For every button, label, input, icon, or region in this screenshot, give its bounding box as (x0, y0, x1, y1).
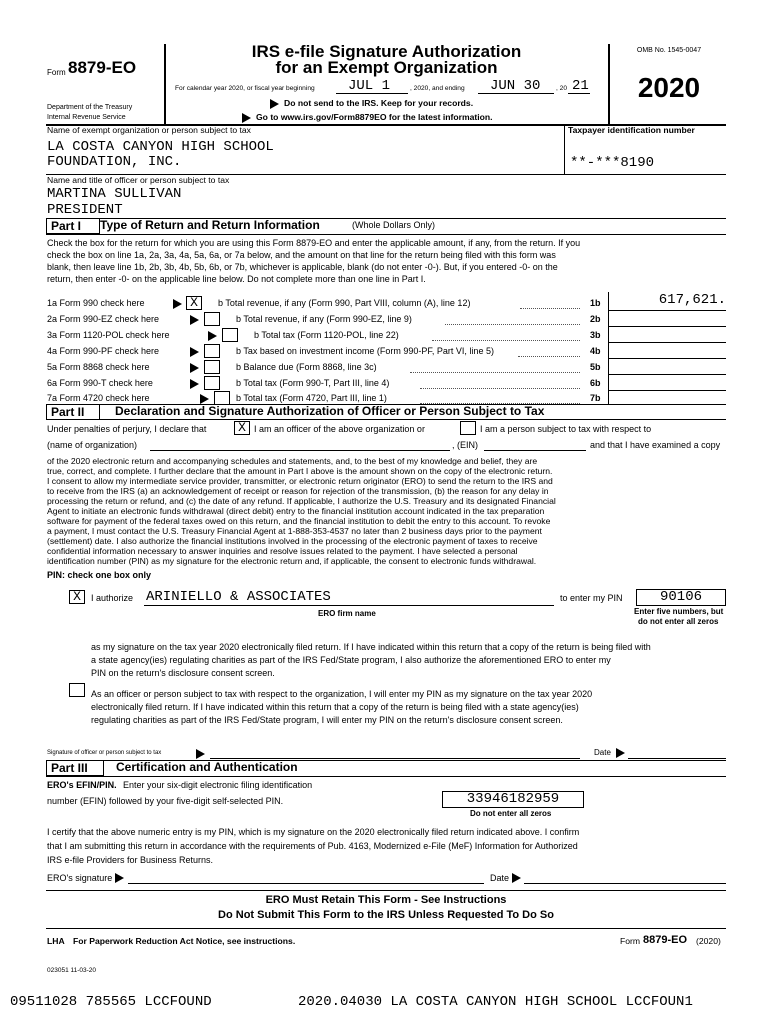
ero-date-label: Date (490, 873, 510, 883)
arrow-icon (270, 99, 279, 109)
ero-signature-line[interactable] (128, 883, 484, 884)
instruction-do-not-send: Do not send to the IRS. Keep for your records. (284, 98, 474, 108)
arrow-icon (242, 113, 251, 123)
paperwork-notice: For Paperwork Reduction Act Notice, see instructions. (73, 936, 296, 946)
line-3b-number: 3b (590, 330, 601, 340)
line-6b-label: b Total tax (Form 990-T, Part III, line 4) (236, 378, 390, 388)
auth-para-1: as my signature on the tax year 2020 electronically filed return. If I have indicated within this return that a copy of the return is being filed with (91, 642, 651, 652)
tin-value: **-***8190 (570, 155, 655, 171)
arrow-icon (115, 873, 124, 883)
pin-note-2: do not enter all zeros (638, 617, 719, 626)
part1-intro-3: blank, then leave line 1b, 2b, 3b, 4b, 5b, 6b, or 7b, whichever is applicable, blank (do not enter -0-). But, if you entered -0- on the (47, 262, 558, 272)
arrow-icon (190, 315, 199, 325)
footer-form-number: 8879-EO (643, 934, 688, 946)
perjury-post: I am a person subject to tax with respect to (480, 424, 652, 434)
pin-check-label: PIN: check one box only (47, 570, 152, 580)
efin-line2: number (EFIN) followed by your five-digit self-selected PIN. (47, 796, 284, 806)
org-name-line2: FOUNDATION, INC. (47, 154, 182, 170)
fiscal-begin: JUL 1 (348, 78, 391, 94)
calendar-year-text: For calendar year 2020, or fiscal year beginning (175, 85, 315, 92)
officer-date-line[interactable] (628, 758, 726, 759)
officer-label: Name and title of officer or person subject to tax (47, 175, 230, 185)
line-6a-label: 6a Form 990-T check here (47, 378, 153, 388)
self-para-3: regulating charities as part of the IRS Fed/State program, I will enter my PIN on the return's disclosure consent screen. (91, 715, 563, 725)
enter-pin-text: to enter my PIN (560, 593, 623, 603)
form-word: Form (47, 68, 66, 77)
officer-date-label: Date (594, 748, 611, 757)
part1-intro-1: Check the box for the return for which you are using this Form 8879-EO and enter the applicable amount, if any, from the return. If you (47, 238, 581, 248)
auth-para-2: a state agency(ies) regulating charities as part of the IRS Fed/State program, I also authorize the aforementioned ERO to enter my (91, 655, 611, 665)
line-2b-number: 2b (590, 314, 601, 324)
examined-text: and that I have examined a copy (590, 440, 721, 450)
part2-title: Declaration and Signature Authorization of Officer or Person Subject to Tax (115, 404, 545, 418)
year-prefix: , 20 (556, 85, 567, 92)
form-1120pol-checkbox[interactable] (222, 328, 238, 342)
part1-title-note: (Whole Dollars Only) (352, 220, 436, 230)
arrow-icon (190, 379, 199, 389)
ero-firm-name: ARINIELLO & ASSOCIATES (146, 589, 331, 605)
efin-pin-value[interactable]: 33946182959 (442, 791, 584, 808)
line-1b-label: b Total revenue, if any (Form 990, Part VIII, column (A), line 12) (218, 298, 471, 308)
line-4b-label: b Tax based on investment income (Form 990-PF, Part VI, line 5) (236, 346, 494, 356)
self-para-2: electronically filed return. If I have indicated within this return that a copy of the return is being filed with a state agency(ies) (91, 702, 579, 712)
certify-line-1: I certify that the above numeric entry is my PIN, which is my signature on the 2020 electronically filed return indicated above. I confirm (47, 827, 580, 837)
declaration-line: confidential information necessary to answer inquiries and resolve issues related to the payment. I have selected a personal (47, 546, 518, 556)
part1-intro-2: check the box on line 1a, 2a, 3a, 4a, 5a, 6a, or 7a below, and the amount on that line for the return being filed with this form was (47, 250, 556, 260)
form-8868-checkbox[interactable] (204, 360, 220, 374)
efin-line1: Enter your six-digit electronic filing identification (123, 780, 313, 790)
part3-title: Certification and Authentication (116, 760, 298, 774)
dept-line1: Department of the Treasury (47, 104, 133, 111)
pin-note-1: Enter five numbers, but (634, 607, 724, 616)
arrow-icon (512, 873, 521, 883)
auth-para-3: PIN on the return's disclosure consent screen. (91, 668, 275, 678)
person-subject-checkbox[interactable] (460, 421, 476, 435)
arrow-icon (616, 748, 625, 758)
bottom-tracking-left: 09511028 785565 LCCFOUND (10, 994, 212, 1010)
declaration-line: a payment, I must contact the U.S. Treasury Financial Agent at 1-888-353-4537 no later than 2 business days prior to the payment (47, 526, 542, 536)
line-7b-label: b Total tax (Form 4720, Part III, line 1) (236, 393, 387, 403)
form-title-line2: for an Exempt Organization (275, 58, 498, 77)
fiscal-end: JUN 30 (490, 78, 541, 94)
line-1b-number: 1b (590, 298, 601, 308)
line-5b-number: 5b (590, 362, 601, 372)
ero-signature-label: ERO's signature (47, 873, 113, 883)
ero-date-line[interactable] (524, 883, 726, 884)
authorize-text: I authorize (91, 593, 134, 603)
arrow-icon (196, 749, 205, 759)
line-4a-label: 4a Form 990-PF check here (47, 346, 160, 356)
declaration-line: (settlement) date. I also authorize the financial institutions involved in the processing of the electronic payment of taxes to receive (47, 536, 538, 546)
line-1a-label: 1a Form 990 check here (47, 298, 145, 308)
declaration-line: of the 2020 electronic return and accompanying schedules and statements, and, to the best of my knowledge and belief, they are (47, 456, 538, 466)
line-5b-label: b Balance due (Form 8868, line 3c) (236, 362, 377, 372)
omb-number: OMB No. 1545-0047 (636, 47, 702, 54)
part1-title: Type of Return and Return Information (100, 218, 320, 232)
line-6b-number: 6b (590, 378, 601, 388)
tax-year: 2020 (637, 72, 701, 103)
form-990-checkbox[interactable]: X (186, 296, 202, 310)
officer-name: MARTINA SULLIVAN (47, 186, 182, 202)
form-990ez-checkbox[interactable] (204, 312, 220, 326)
efin-bold-label: ERO's EFIN/PIN. (47, 780, 117, 790)
org-name-line1: LA COSTA CANYON HIGH SCHOOL (47, 139, 274, 155)
ero-firm-label: ERO firm name (318, 609, 376, 618)
line-7b-number: 7b (590, 393, 601, 403)
instruction-website: Go to www.irs.gov/Form8879EO for the latest information. (256, 112, 493, 122)
tin-label: Taxpayer identification number (568, 125, 695, 135)
lha-label: LHA (47, 936, 65, 946)
efin-note: Do not enter all zeros (470, 809, 552, 818)
line-7a-label: 7a Form 4720 check here (47, 393, 150, 403)
catalog-number: 023051 11-03-20 (47, 967, 97, 974)
form-990pf-checkbox[interactable] (204, 344, 220, 358)
taxpayer-pin[interactable]: 90106 (636, 589, 726, 606)
line-1b-amount: 617,621. (658, 292, 726, 308)
line-3b-label: b Total tax (Form 1120-POL, line 22) (254, 330, 399, 340)
self-para-1: As an officer or person subject to tax with respect to the organization, I will enter my PIN as my signature on the tax year 2020 (91, 689, 593, 699)
perjury-pre: Under penalties of perjury, I declare that (47, 424, 207, 434)
perjury-mid: I am an officer of the above organization or (254, 424, 425, 434)
officer-title: PRESIDENT (47, 202, 123, 218)
declaration-line: to receive from the IRS (a) an acknowledgement of receipt or reason for rejection of the transmission, (b) the reason for any delay in (47, 486, 549, 496)
footer-form-year: (2020) (696, 936, 721, 946)
arrow-icon (190, 363, 199, 373)
part1-intro-4: return, then enter -0- on the applicable line below. Do not complete more than one line in Part I. (47, 274, 426, 284)
line-2a-label: 2a Form 990-EZ check here (47, 314, 160, 324)
officer-signature-label: Signature of officer or person subject to tax (47, 750, 162, 756)
declaration-line: Agent to initiate an electronic funds withdrawal (direct debit) entry to the financial institution account indicated in the tax preparation (47, 506, 545, 516)
org-name-label: Name of exempt organization or person subject to tax (47, 125, 251, 135)
part3-label: Part III (46, 760, 104, 776)
authorize-ero-checkbox[interactable]: X (69, 590, 85, 604)
declaration-line: identification number (PIN) as my signature for the electronic return and, if applicable, the consent to electronic funds withdrawal. (47, 556, 537, 566)
declaration-line: I consent to allow my intermediate service provider, transmitter, or electronic return originator (ERO) to send the return to the IRS and (47, 476, 553, 486)
certify-line-3: IRS e-file Providers for Business Returns. (47, 855, 214, 865)
fiscal-mid-text: , 2020, and ending (410, 85, 465, 92)
footer-form-word: Form (620, 936, 641, 946)
officer-signature-line[interactable] (210, 758, 580, 759)
arrow-icon (173, 299, 182, 309)
dept-line2: Internal Revenue Service (47, 114, 126, 121)
arrow-icon (190, 347, 199, 357)
form-4720-checkbox[interactable] (214, 391, 230, 405)
arrow-icon (208, 331, 217, 341)
part2-label: Part II (46, 404, 100, 420)
arrow-icon (200, 394, 209, 404)
form-title-line1: IRS e-file Signature Authorization (251, 42, 522, 61)
certify-line-2: that I am submitting this return in accordance with the requirements of Pub. 4163, Modernized e-File (MeF) Information for Authorized (47, 841, 578, 851)
do-not-submit-notice: Do Not Submit This Form to the IRS Unless Requested To Do So (218, 909, 554, 921)
retain-notice: ERO Must Retain This Form - See Instructions (265, 894, 507, 906)
part1-label: Part I (46, 218, 100, 234)
org-name-field-label: (name of organization) (47, 440, 138, 450)
bottom-tracking-right: 2020.04030 LA COSTA CANYON HIGH SCHOOL LCCFOUN1 (298, 994, 693, 1010)
ein-field-label: , (EIN) (452, 440, 478, 450)
line-4b-number: 4b (590, 346, 601, 356)
form-990t-checkbox[interactable] (204, 376, 220, 390)
self-enter-pin-checkbox[interactable] (69, 683, 85, 697)
declaration-line: software for payment of the federal taxes owed on this return, and the financial institution to debit the entry to this account. To revoke (47, 516, 551, 526)
line-3a-label: 3a Form 1120-POL check here (47, 330, 170, 340)
fiscal-end-year: 21 (572, 78, 589, 94)
form-number: 8879-EO (68, 58, 137, 77)
line-5a-label: 5a Form 8868 check here (47, 362, 150, 372)
declaration-line: processing the return or refund, and (c) the date of any refund. If applicable, I authorize the U.S. Treasury and its designated Financial (47, 496, 556, 506)
declaration-line: true, correct, and complete. I further declare that the amount in Part I above is the amount shown on the copy of the electronic return. (47, 466, 553, 476)
line-2b-label: b Total revenue, if any (Form 990-EZ, line 9) (236, 314, 412, 324)
officer-checkbox[interactable]: X (234, 421, 250, 435)
